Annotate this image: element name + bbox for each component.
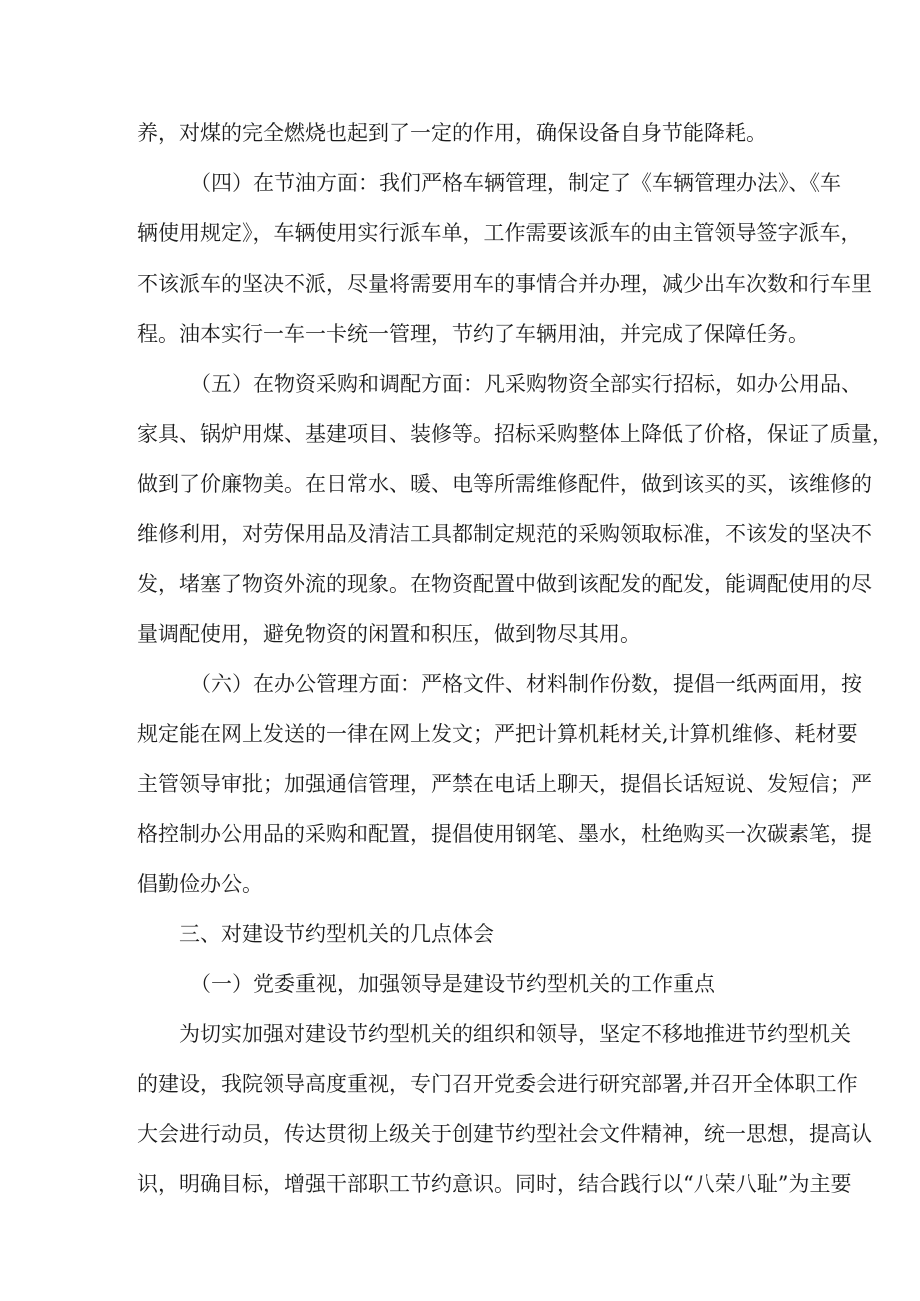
text-line: 辆使用规定》，车辆使用实行派车单，工作需要该派车的由主管领导签字派车， <box>137 221 862 245</box>
text-line: 不该派车的坚决不派，尽量将需要用车的事情合并办理，减少出车次数和行车里 <box>137 272 872 296</box>
paragraph-first-line: （六）在办公管理方面：严格文件、材料制作份数，提倡一纸两面用，按 <box>190 672 862 696</box>
text-line: 主管领导审批；加强通信管理，严禁在电话上聊天，提倡长话短说、发短信；严 <box>137 772 872 796</box>
text-line: 做到了价廉物美。在日常水、暖、电等所需维修配件，做到该买的买，该维修的 <box>137 472 872 496</box>
section-heading: 三、对建设节约型机关的几点体会 <box>179 922 494 946</box>
text-line: 倡勤俭办公。 <box>137 872 263 896</box>
text-line: 家具、锅炉用煤、基建项目、装修等。招标采购整体上降低了价格，保证了质量， <box>137 422 893 446</box>
text-line: 的建设，我院领导高度重视，专门召开党委会进行研究部署,并召开全体职工作 <box>137 1072 858 1096</box>
text-line: 量调配使用，避免物资的闲置和积压，做到物尽其用。 <box>137 622 641 646</box>
text-line: 程。油本实行一车一卡统一管理，节约了车辆用油，并完成了保障任务。 <box>137 322 809 346</box>
text-line: 格控制办公用品的采购和配置，提倡使用钢笔、墨水，杜绝购买一次碳素笔，提 <box>137 822 872 846</box>
text-line: 识，明确目标，增强干部职工节约意识。同时，结合践行以“八荣八耻”为主要 <box>137 1172 852 1196</box>
subsection-heading: （一）党委重视，加强领导是建设节约型机关的工作重点 <box>190 972 715 996</box>
text-line: 维修利用，对劳保用品及清洁工具都制定规范的采购领取标准，不该发的坚决不 <box>137 522 872 546</box>
text-line: 发，堵塞了物资外流的现象。在物资配置中做到该配发的配发，能调配使用的尽 <box>137 572 872 596</box>
text-line: 大会进行动员，传达贯彻上级关于创建节约型社会文件精神，统一思想，提高认 <box>137 1122 872 1146</box>
text-line: 养，对煤的完全燃烧也起到了一定的作用，确保设备自身节能降耗。 <box>137 121 767 145</box>
paragraph-first-line: （四）在节油方面：我们严格车辆管理，制定了《车辆管理办法》、《车 <box>190 171 841 195</box>
text-line: 规定能在网上发送的一律在网上发文；严把计算机耗材关,计算机维修、耗材要 <box>137 722 858 746</box>
paragraph-first-line: 为切实加强对建设节约型机关的组织和领导，坚定不移地推进节约型机关 <box>179 1022 851 1046</box>
paragraph-first-line: （五）在物资采购和调配方面：凡采购物资全部实行招标，如办公用品、 <box>190 372 862 396</box>
